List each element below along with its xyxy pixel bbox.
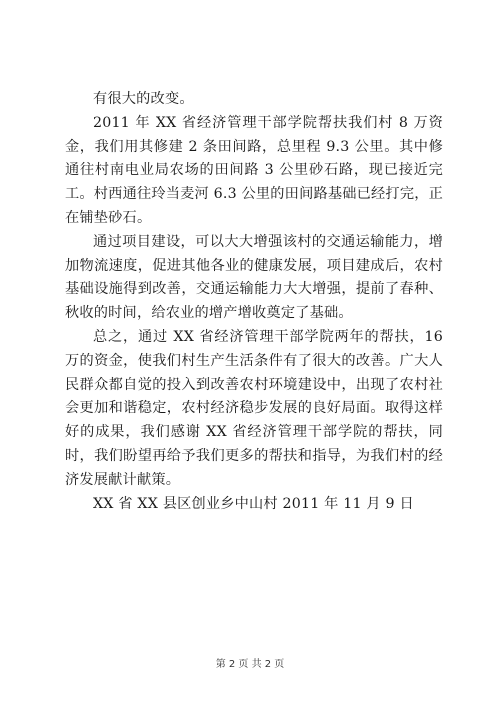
paragraph-project-benefits: 通过项目建设，可以大大增强该村的交通运输能力，增加物流速度，促进其他各业的健康发展，项目建成后，农村基础设施得到改善，交通运输能力大大增强，提前了春种、秋收的时间，给农业的增产增收奠定了基础。 — [65, 233, 443, 322]
paragraph-continuation: 有很大的改变。 — [93, 91, 194, 107]
paragraph-conclusion: 总之，通过 XX 省经济管理干部学院两年的帮扶，16 万的资金，使我们村生产生活条件有了很大的改善。广大人民群众都自觉的投入到改善农村环境建设中，出现了农村社会更加和谐稳定，农村经济稳步发展的良好局面。取得这样好的成果，我们感谢 XX 省经济管理干部学院的帮扶，同时，我们盼望再给予我们更多的帮扶和指导，为我们村的经济发展献计献策。 — [65, 328, 443, 488]
paragraph-funding: 2011 年 XX 省经济管理干部学院帮扶我们村 8 万资金，我们用其修建 2 条田间路，总里程 9.3 公里。其中修通往村南电业局农场的田间路 3 公里砂石路，现已接近完工。村西通往玲当麦河 6.3 公里的田间路基础已经打完，正在铺垫砂石。 — [65, 114, 443, 226]
document-body — [65, 88, 443, 516]
signature-line: XX 省 XX 县区创业乡中山村 2011 年 11 月 9 日 — [93, 495, 414, 512]
page-footer: 第 2 页 共 2 页 — [215, 659, 285, 670]
